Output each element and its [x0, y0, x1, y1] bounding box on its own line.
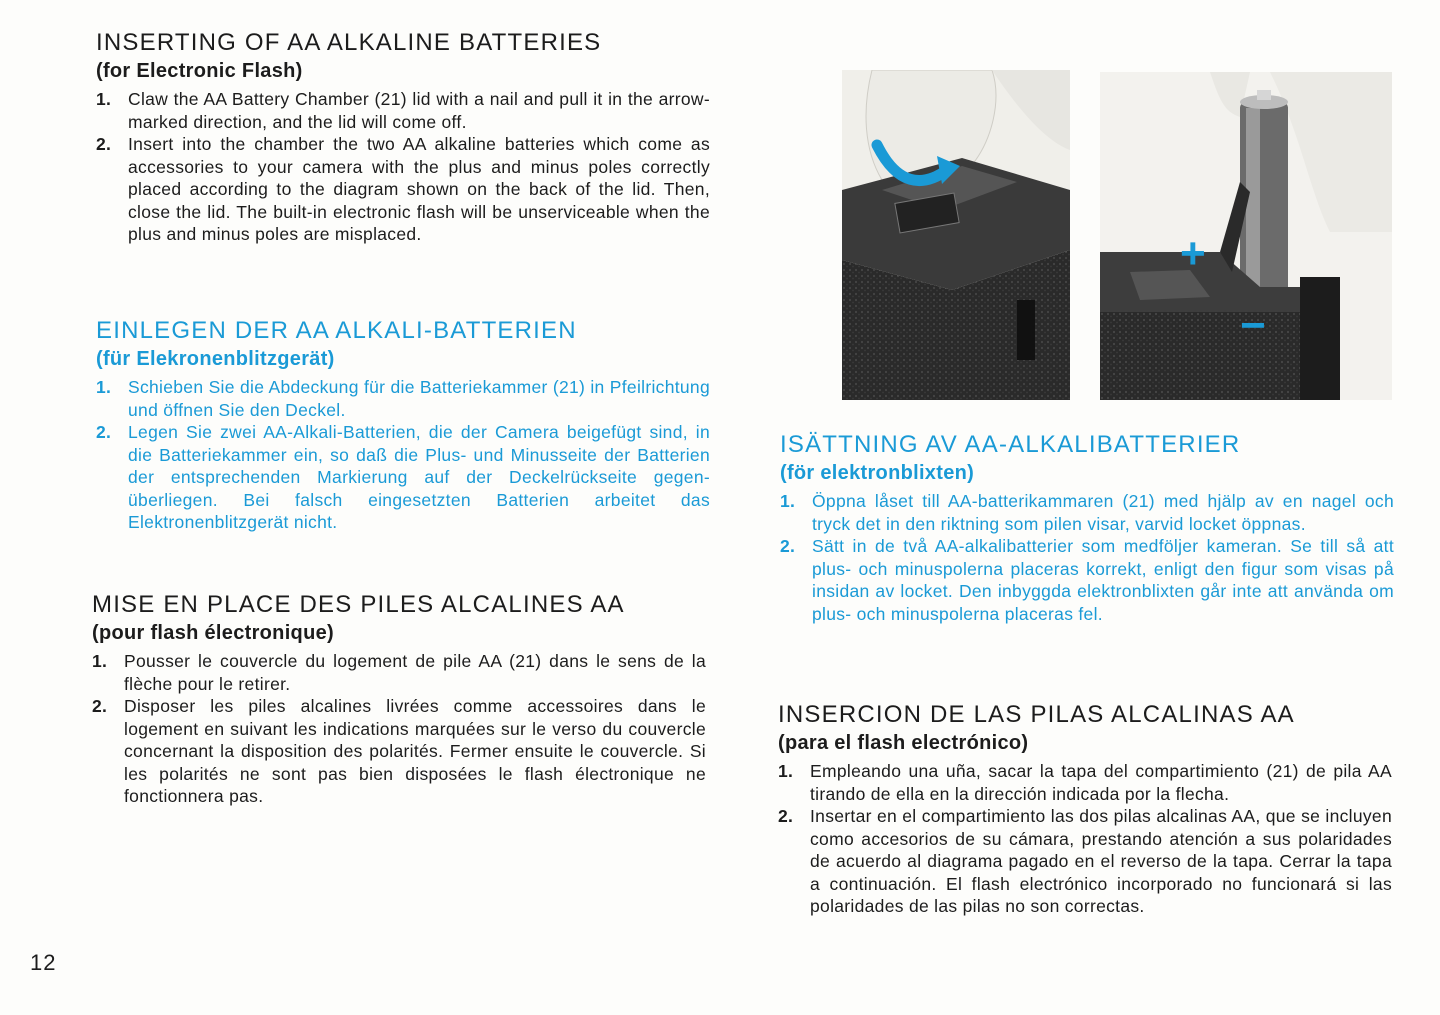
plus-sign-icon: +: [1180, 229, 1206, 278]
section-swedish: [780, 430, 1394, 625]
step-item: [778, 805, 1392, 918]
steps-list: [96, 88, 710, 246]
step-item: [96, 421, 710, 534]
section-german: [96, 316, 710, 534]
step-number: 1.: [778, 761, 794, 781]
step-item: [96, 376, 710, 421]
step-item: [96, 88, 710, 133]
step-item: [780, 490, 1394, 535]
step-text: Insert into the chamber the two AA alkaline batteries which come as accessories to your camera with the plus and minus poles correctly placed according to the diagram shown on the back of the lid. Then, close the lid. The built-in electronic flash will be unserviceable when the plus and minus poles are misplaced.: [128, 134, 710, 244]
step-item: [778, 760, 1392, 805]
step-number: 1.: [96, 377, 112, 397]
step-text: Insertar en el compartimiento las dos pilas alcalinas AA, que se incluyen como accesorios de su cámara, prestando atención a sus polaridades de acuerdo al diagrama pagado en el reverso de la tapa. Cerrar la tapa a continuación. El flash electrónico incorporado no funcionará si las polaridades de las pilas no son correctas.: [810, 806, 1392, 916]
step-text: Claw the AA Battery Chamber (21) lid with a nail and pull it in the arrow-marked direction, and the lid will come off.: [128, 89, 710, 132]
step-number: 2.: [780, 536, 796, 556]
step-number: 2.: [778, 806, 794, 826]
step-text: Sätt in de två AA-alkalibatterier som medföljer kameran. Se till så att plus- och minuspolerna placeras korrekt, enligt den figur som visas på insidan av locket. Den inbyggda elektronblixten går inte att använda om plus- och minuspolerna placeras fel.: [812, 536, 1394, 624]
step-number: 2.: [96, 422, 112, 442]
lid-opening-illustration: [842, 70, 1070, 400]
minus-sign-icon: −: [1240, 301, 1266, 350]
section-title: MISE EN PLACE DES PILES ALCALINES AA: [92, 591, 625, 618]
section-title: ISÄTTNING AV AA-ALKALIBATTERIER: [780, 431, 1241, 458]
section-spanish: [778, 700, 1392, 918]
step-item: [92, 650, 706, 695]
step-number: 1.: [780, 491, 796, 511]
step-text: Pousser le couvercle du logement de pile AA (21) dans le sens de la flèche pour le retirer.: [124, 651, 706, 694]
section-title: EINLEGEN DER AA ALKALI-BATTERIEN: [96, 317, 577, 344]
page-number: 12: [30, 950, 57, 975]
step-text: Legen Sie zwei AA-Alkali-Batterien, die der Camera beigefügt sind, in die Batteriekammer ein, so daß die Plus- und Minusseite der Batterien der entsprechenden Markierung auf der Deckelrückseite gegen-überliegen. Bei falsch eingesetzten Batterien arbeitet das Elektronenblitzgerät nicht.: [128, 422, 710, 532]
step-number: 1.: [96, 89, 112, 109]
section-french: [92, 590, 706, 808]
section-subtitle: (pour flash électronique): [92, 622, 334, 644]
step-item: [96, 133, 710, 246]
step-text: Schieben Sie die Abdeckung für die Batteriekammer (21) in Pfeilrichtung und öffnen Sie den Deckel.: [128, 377, 710, 420]
step-number: 1.: [92, 651, 108, 671]
steps-list: [92, 650, 706, 808]
section-subtitle: (for Electronic Flash): [96, 60, 303, 82]
steps-list: [96, 376, 710, 534]
section-title: INSERCION DE LAS PILAS ALCALINAS AA: [778, 701, 1295, 728]
battery-insert-illustration: [1100, 72, 1392, 400]
step-item: [92, 695, 706, 808]
step-item: [780, 535, 1394, 625]
step-number: 2.: [92, 696, 108, 716]
step-text: Empleando una uña, sacar la tapa del compartimiento (21) de pila AA tirando de ella en la dirección indicada por la flecha.: [810, 761, 1392, 804]
photo-battery-insert: [1100, 72, 1392, 400]
section-english: [96, 28, 710, 246]
step-text: Disposer les piles alcalines livrées comme accessoires dans le logement en suivant les indications marquées sur le verso du couvercle concernant la disposition des polarités. Fermer ensuite le couvercle. Si les polarités ne sont pas bien disposées le flash électronique ne fonctionnera pas.: [124, 696, 706, 806]
section-subtitle: (für Elekronenblitzgerät): [96, 348, 335, 370]
section-subtitle: (för elektronblixten): [780, 462, 975, 484]
section-subtitle: (para el flash electrónico): [778, 732, 1029, 754]
photo-opening-lid: [842, 70, 1070, 400]
step-text: Öppna låset till AA-batterikammaren (21) med hjälp av en nagel och tryck det in den riktning som pilen visar, varvid locket öppnas.: [812, 491, 1394, 534]
steps-list: [780, 490, 1394, 625]
steps-list: [778, 760, 1392, 918]
step-number: 2.: [96, 134, 112, 154]
section-title: INSERTING OF AA ALKALINE BATTERIES: [96, 29, 602, 56]
